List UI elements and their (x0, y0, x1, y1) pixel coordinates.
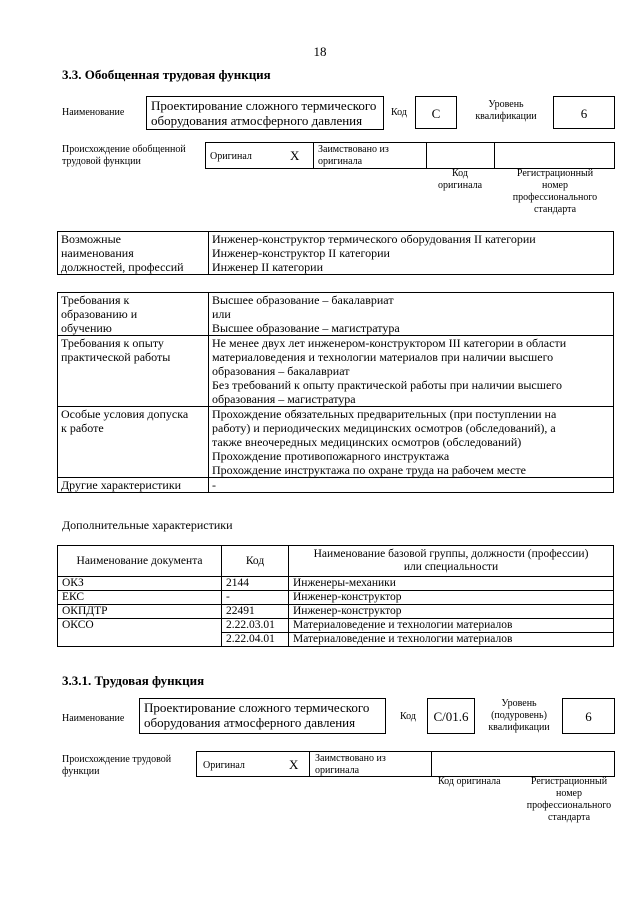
table-row (58, 619, 614, 633)
cell-name: Инженер-конструктор (289, 605, 614, 619)
level-label: Уровень квалификации (475, 99, 537, 122)
req-value: Высшее образование – бакалавриат или Высшее образование – магистратура (209, 293, 614, 336)
req-value: - (209, 478, 614, 493)
level-value: 6 (562, 698, 615, 734)
name-value: Проектирование сложного термического оборудования атмосферного давления (139, 698, 386, 734)
table-row (58, 633, 614, 647)
origin-label: Происхождение трудовой функции (62, 754, 172, 777)
origin-label: Происхождение обобщенной трудовой функции (62, 144, 186, 167)
req-label: Другие характеристики (58, 478, 209, 493)
req-label: Требования к образованию и обучению (58, 293, 209, 336)
requirements-table (57, 292, 614, 493)
borrowed-label: Заимствовано из оригинала (318, 144, 389, 167)
cell-doc: ЕКС (58, 591, 222, 605)
table-row (58, 591, 614, 605)
original-mark: Х (289, 757, 299, 772)
cell-name: Материаловедение и технологии материалов (289, 619, 614, 633)
reg-number-label: Регистрационный номер профессионального стандарта (512, 168, 598, 215)
positions-label: Возможные наименования должностей, профессий (58, 232, 209, 275)
cell-code: - (222, 591, 289, 605)
code-value: С (415, 96, 457, 129)
header-doc: Наименование документа (58, 546, 222, 577)
original-label: Оригинал (210, 151, 252, 162)
level-label: Уровень (подуровень) квалификации (488, 698, 550, 733)
table-row (58, 293, 614, 336)
cell-name: Материаловедение и технологии материалов (289, 633, 614, 647)
cell-doc: ОКПДТР (58, 605, 222, 619)
original-mark: Х (290, 148, 300, 163)
reg-number-label: Регистрационный номер профессионального стандарта (526, 776, 612, 823)
req-label: Требования к опыту практической работы (58, 336, 209, 407)
code-original-label: Код оригинала (437, 168, 483, 191)
name-label: Наименование (62, 713, 125, 724)
additional-table (57, 545, 614, 647)
additional-title: Дополнительные характеристики (62, 518, 233, 532)
section-heading: 3.3. Обобщенная трудовая функция (62, 67, 271, 82)
cell-doc: ОКСО (58, 619, 222, 633)
positions-table (57, 231, 614, 275)
original-label: Оригинал (203, 760, 245, 771)
positions-value: Инженер-конструктор термического оборудования II категории Инженер-конструктор II категории Инженер II категории (209, 232, 614, 275)
cell-name: Инженеры-механики (289, 577, 614, 591)
cell-code: 2144 (222, 577, 289, 591)
origin-row (205, 142, 615, 169)
borrowed-label: Заимствовано из оригинала (315, 753, 386, 776)
cell-doc: ОКЗ (58, 577, 222, 591)
origin-row (196, 751, 615, 777)
table-row (58, 478, 614, 493)
cell-code: 2.22.03.01 (222, 619, 289, 633)
code-original-label: Код оригинала (438, 776, 501, 787)
req-value: Не менее двух лет инженером-конструктором III категории в области материаловедения и технологии материалов при наличии высшего образования – бакалавриат Без требований к опыту практической работы при наличии высшего образования – магистратура (209, 336, 614, 407)
cell-code: 22491 (222, 605, 289, 619)
section-heading: 3.3.1. Трудовая функция (62, 673, 205, 688)
table-row (58, 605, 614, 619)
table-row (58, 577, 614, 591)
name-value: Проектирование сложного термического оборудования атмосферного давления (146, 96, 384, 130)
cell-name: Инженер-конструктор (289, 591, 614, 605)
table-header-row (58, 546, 614, 577)
cell-doc (58, 633, 222, 647)
code-label: Код (391, 107, 407, 118)
req-value: Прохождение обязательных предварительных (при поступлении на работу) и периодических медицинских осмотров (обследований), а также внеочередных медицинских осмотров (обследований) Прохождение противопожарного инструктажа Прохождение инструктажа по охране труда на рабочем месте (209, 407, 614, 478)
code-label: Код (400, 711, 416, 722)
header-code: Код (222, 546, 289, 577)
name-label: Наименование (62, 107, 125, 118)
req-label: Особые условия допуска к работе (58, 407, 209, 478)
code-value: С/01.6 (427, 698, 475, 734)
table-row (58, 336, 614, 407)
table-row (58, 407, 614, 478)
page-number: 18 (313, 44, 327, 59)
level-value: 6 (553, 96, 615, 129)
cell-code: 2.22.04.01 (222, 633, 289, 647)
header-name: Наименование базовой группы, должности (профессии) или специальности (289, 546, 614, 577)
